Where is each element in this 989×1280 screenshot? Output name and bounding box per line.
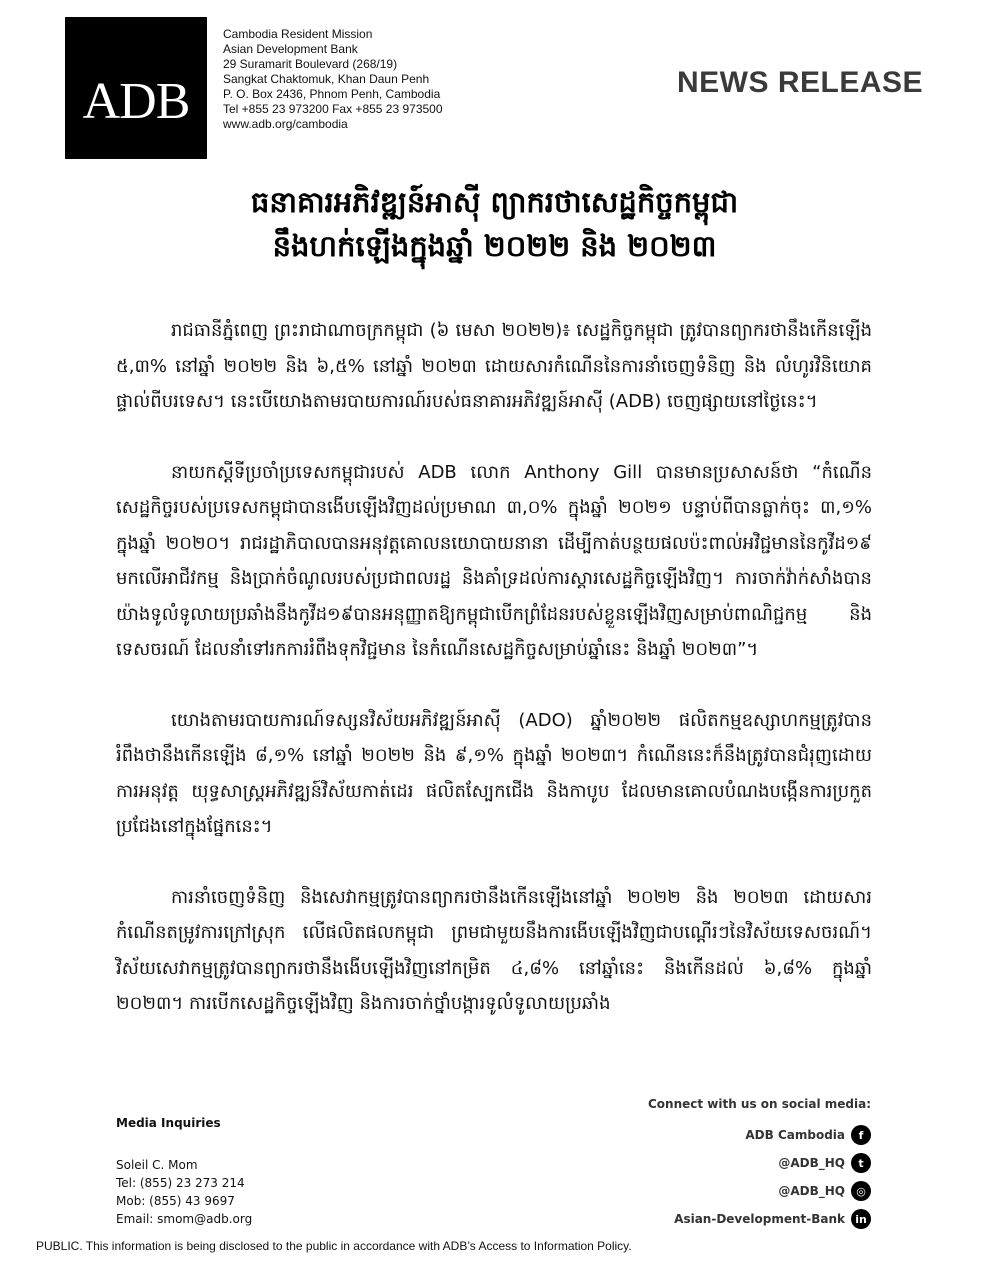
headline xyxy=(120,180,869,268)
contact-name: Soleil C. Mom xyxy=(116,1158,198,1172)
address-line: Asian Development Bank xyxy=(223,42,358,56)
contact-mobile: Mob: (855) 43 9697 xyxy=(116,1194,235,1208)
headline-line-1: ធនាគារអភិវឌ្ឍន៍អាស៊ី ព្យាករថាសេដ្ឋកិច្ចកម្ពុជា xyxy=(250,185,739,219)
address-line: Tel +855 23 973200 Fax +855 23 973500 xyxy=(223,102,443,116)
instagram-icon[interactable]: ◎ xyxy=(851,1181,871,1201)
social-media xyxy=(648,1097,871,1233)
social-facebook[interactable] xyxy=(648,1121,871,1149)
address-line: Cambodia Resident Mission xyxy=(223,27,373,41)
contact-tel: Tel: (855) 23 273 214 xyxy=(116,1176,245,1190)
social-label: @ADB_HQ xyxy=(778,1156,845,1170)
contact-email[interactable]: Email: smom@adb.org xyxy=(116,1212,253,1226)
social-label: @ADB_HQ xyxy=(778,1184,845,1198)
paragraph: នាយកស្ដីទីប្រចាំប្រទេសកម្ពុជារបស់ ADB លោក Anthony Gill បានមានប្រសាសន៍ថា “កំណើនសេដ្ឋកិច្ចរបស់ប្រទេសកម្ពុជាបានងើបឡើងវិញដល់ប្រមាណ ៣,០% ក្នុងឆ្នាំ ២០២១ បន្ទាប់ពីបានធ្លាក់ចុះ ៣,១% ក្នុងឆ្នាំ ២០២០។ រាជរដ្ឋាភិបាលបានអនុវត្តគោលនយោបាយនានា ដើម្បីកាត់បន្ថយផលប៉ះពាល់អវិជ្ជមាននៃកូវីដ១៩ មកលើអាជីវកម្ម និងប្រាក់ចំណូលរបស់ប្រជាពលរដ្ឋ និងគាំទ្រដល់ការស្តារសេដ្ឋកិច្ចឡើងវិញ។ ការចាក់វ៉ាក់សាំងបានយ៉ាងទូលំទូលាយប្រឆាំងនឹងកូវីដ១៩បានអនុញ្ញាតឱ្យកម្ពុជាបើកព្រំដែនរបស់ខ្លួនឡើងវិញសម្រាប់ពាណិជ្ជកម្ម និង ទេសចរណ៍ ដែលនាំទៅរកការរំពឹងទុកវិជ្ជមាន នៃកំណើនសេដ្ឋកិច្ចសម្រាប់ឆ្នាំនេះ និងឆ្នាំ ២០២៣”។ xyxy=(116,461,872,660)
adb-logo xyxy=(65,17,207,159)
twitter-icon[interactable]: t xyxy=(851,1153,871,1173)
paragraph: ការនាំចេញទំនិញ និងសេវាកម្មត្រូវបានព្យាករថានឹងកើនឡើងនៅឆ្នាំ ២០២២ និង ២០២៣ ដោយសារកំណើនតម្រូវការក្រៅស្រុក លើផលិតផលកម្ពុជា ព្រមជាមួយនឹងការងើបឡើងវិញជាបណ្តើរៗនៃវិស័យទេសចរណ៍។ វិស័យសេវាកម្មត្រូវបានព្យាករថានឹងងើបឡើងវិញនៅកម្រិត ៤,៨% នៅឆ្នាំនេះ និងកើនដល់ ៦,៨% ក្នុងឆ្នាំ ២០២៣។ ការបើកសេដ្ឋកិច្ចឡើងវិញ និងការចាក់ថ្នាំបង្ការទូលំទូលាយប្រឆាំង xyxy=(116,886,872,1014)
media-heading: Media Inquiries xyxy=(116,1116,221,1130)
website-link[interactable]: www.adb.org/cambodia xyxy=(223,117,348,131)
headline-line-2: នឹងហក់ឡើងក្នុងឆ្នាំ ២០២២ និង ២០២៣ xyxy=(272,229,717,263)
address-line: Sangkat Chaktomuk, Khan Daun Penh xyxy=(223,72,430,86)
social-linkedin[interactable] xyxy=(648,1205,871,1233)
social-label: Asian-Development-Bank xyxy=(674,1212,845,1226)
social-twitter[interactable] xyxy=(648,1149,871,1177)
office-address xyxy=(223,27,443,132)
disclosure-footer: PUBLIC. This information is being disclosed to the public in accordance with ADB’s Access to Information Policy. xyxy=(36,1239,632,1253)
facebook-icon[interactable]: f xyxy=(851,1125,871,1145)
address-line: P. O. Box 2436, Phnom Penh, Cambodia xyxy=(223,87,441,101)
paragraph: រាជធានីភ្នំពេញ ព្រះរាជាណាចក្រកម្ពុជា (៦ មេសា ២០២២)៖ សេដ្ឋកិច្ចកម្ពុជា ត្រូវបានព្យាករថានឹងកើនឡើង ៥,៣% នៅឆ្នាំ ២០២២ និង ៦,៥% នៅឆ្នាំ ២០២៣ ដោយសារកំណើននៃការនាំចេញទំនិញ និង លំហូរវិនិយោគផ្ទាល់ពីបរទេស។ នេះបើយោងតាមរបាយការណ៍របស់ធនាគារអភិវឌ្ឍន៍អាស៊ី (ADB) ចេញផ្សាយនៅថ្ងៃនេះ។ xyxy=(116,320,872,412)
paragraph: យោងតាមរបាយការណ៍ទស្សនវិស័យអភិវឌ្ឍន៍អាស៊ី (ADO) ឆ្នាំ២០២២ ផលិតកម្មឧស្សាហកម្មត្រូវបានរំពឹងថានឹងកើនឡើង ៨,១% នៅឆ្នាំ ២០២២ និង ៩,១% ក្នុងឆ្នាំ ២០២៣។ កំណើននេះក៏នឹងត្រូវបានជំរុញដោយការអនុវត្ត យុទ្ធសាស្ត្រអភិវឌ្ឍន៍វិស័យកាត់ដេរ ផលិតស្បែកជើង និងកាបូប ដែលមានគោលបំណងបង្កើនការប្រកួតប្រជែងនៅក្នុងផ្នែកនេះ។ xyxy=(116,709,872,837)
media-inquiries xyxy=(116,1114,252,1228)
news-release-label: NEWS RELEASE xyxy=(677,66,924,99)
linkedin-icon[interactable]: in xyxy=(851,1209,871,1229)
social-label: ADB Cambodia xyxy=(745,1128,845,1142)
social-instagram[interactable] xyxy=(648,1177,871,1205)
social-heading: Connect with us on social media: xyxy=(647,1097,871,1111)
address-line: 29 Suramarit Boulevard (268/19) xyxy=(223,57,398,71)
article-body xyxy=(116,313,872,1057)
logo-text: ADB xyxy=(82,73,190,130)
